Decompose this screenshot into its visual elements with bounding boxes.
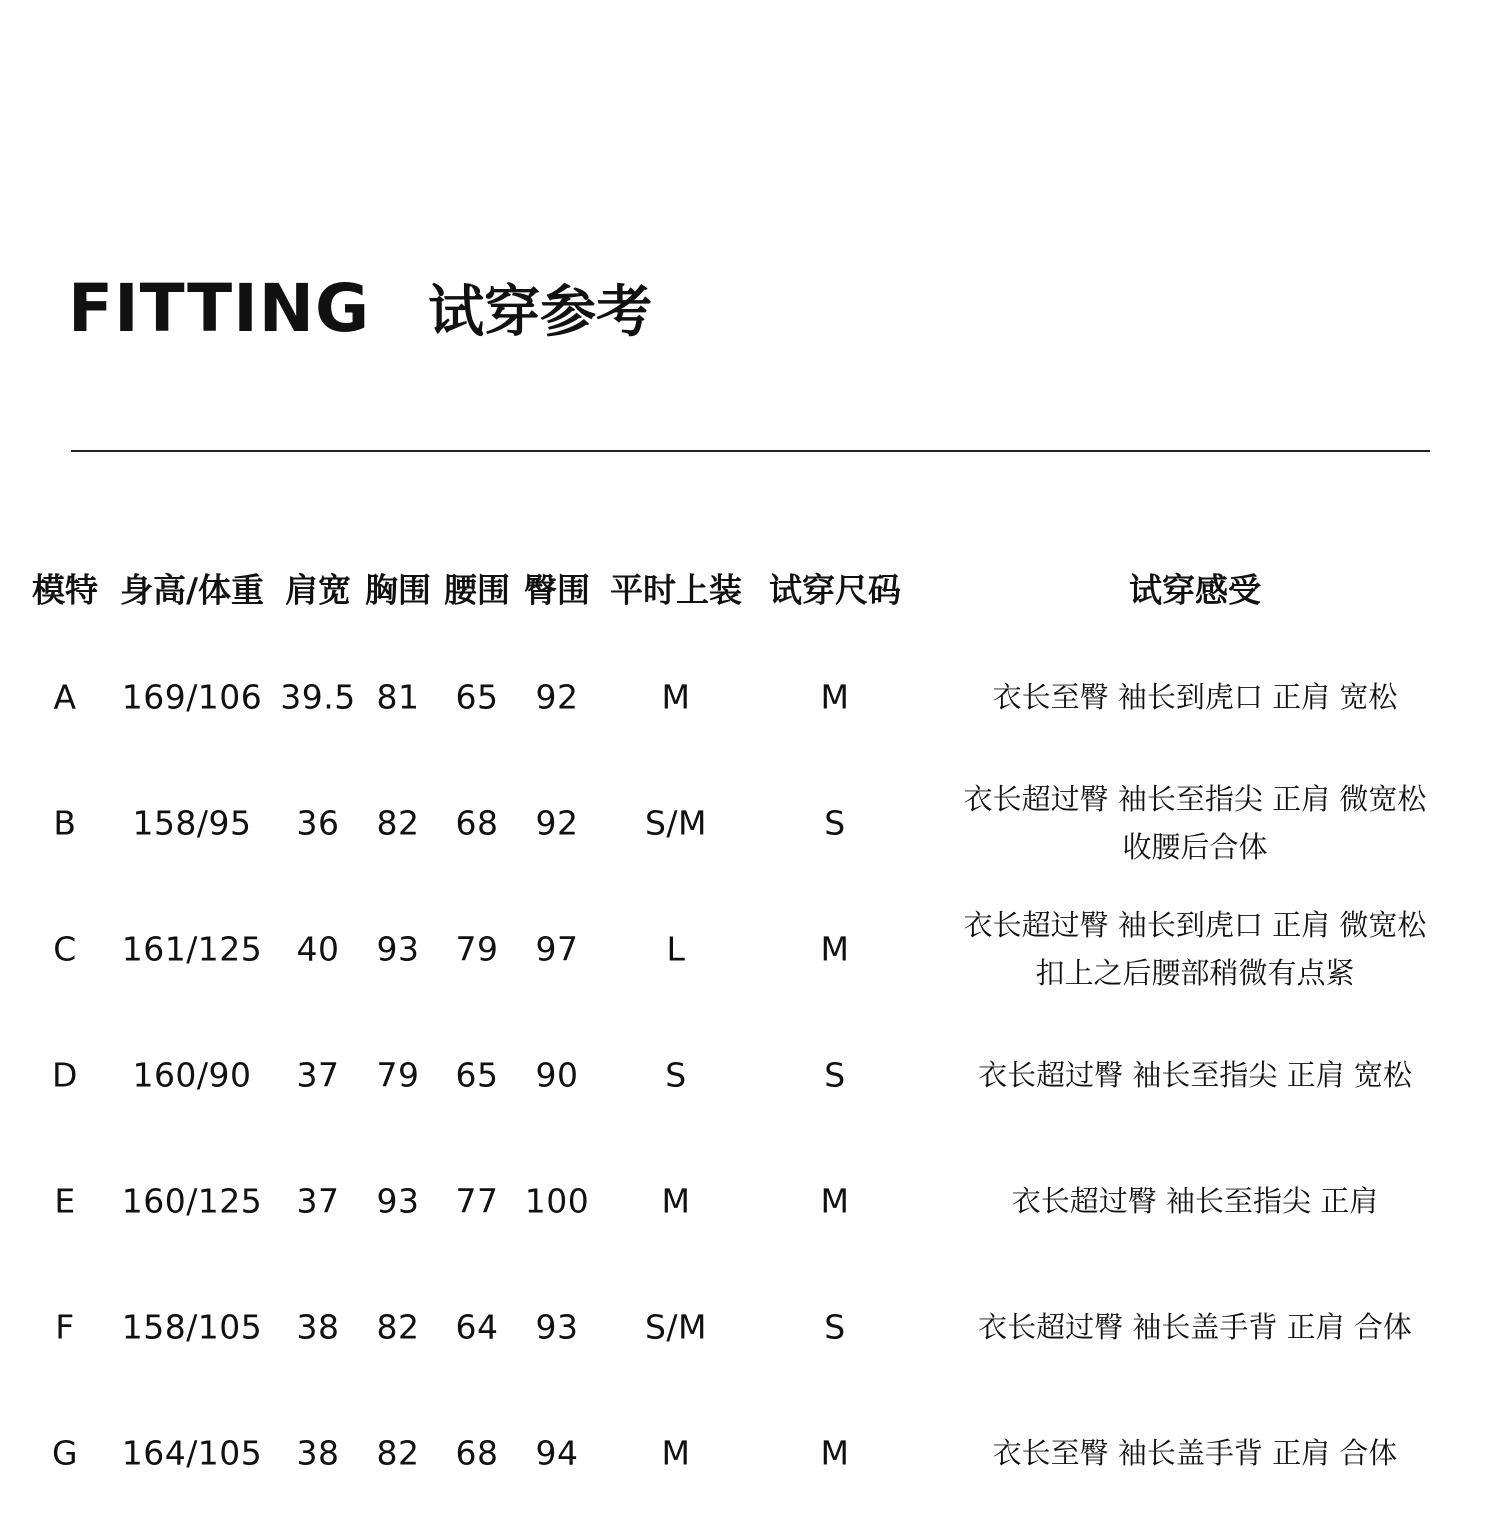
- cell-usual-size: S/M: [644, 803, 708, 843]
- cell-hip: 92: [535, 677, 579, 717]
- feedback-line: 衣长超过臀 袖长到虎口 正肩 微宽松: [963, 908, 1427, 942]
- column-header: 肩宽: [285, 570, 351, 610]
- cell-waist: 68: [455, 1433, 499, 1473]
- cell-usual-size: S/M: [644, 1307, 708, 1347]
- cell-model: G: [51, 1433, 79, 1473]
- cell-tried-size: S: [824, 1307, 846, 1347]
- cell-shoulder: 40: [296, 929, 340, 969]
- cell-hip: 93: [535, 1307, 579, 1347]
- cell-model: B: [53, 803, 77, 843]
- cell-feedback: [978, 1303, 1412, 1351]
- column-header: 试穿感受: [1129, 570, 1261, 610]
- cell-shoulder: 36: [296, 803, 340, 843]
- feedback-line: 衣长超过臀 袖长至指尖 正肩: [1011, 1184, 1379, 1218]
- cell-usual-size: L: [666, 929, 686, 969]
- cell-tried-size: M: [820, 929, 850, 969]
- title-english: FITTING: [68, 269, 371, 347]
- cell-bust: 82: [376, 1307, 420, 1347]
- cell-bust: 79: [376, 1055, 420, 1095]
- cell-feedback: [1012, 1177, 1378, 1225]
- column-header: 胸围: [365, 570, 431, 610]
- cell-feedback: [964, 901, 1427, 997]
- feedback-line: 衣长至臀 袖长到虎口 正肩 宽松: [992, 680, 1398, 714]
- cell-hip: 100: [524, 1181, 590, 1221]
- cell-bust: 82: [376, 1433, 420, 1473]
- cell-model: E: [54, 1181, 76, 1221]
- cell-model: D: [52, 1055, 78, 1095]
- feedback-line: 衣长超过臀 袖长盖手背 正肩 合体: [978, 1310, 1412, 1344]
- cell-bust: 93: [376, 1181, 420, 1221]
- cell-waist: 64: [455, 1307, 499, 1347]
- feedback-line: 收腰后合体: [1122, 830, 1268, 864]
- cell-hip: 90: [535, 1055, 579, 1095]
- cell-hip: 94: [535, 1433, 579, 1473]
- cell-feedback: [978, 1051, 1412, 1099]
- cell-height-weight: 164/105: [121, 1433, 263, 1473]
- cell-waist: 65: [455, 1055, 499, 1095]
- column-header: 模特: [32, 570, 98, 610]
- column-header: 臀围: [524, 570, 590, 610]
- column-header: 腰围: [444, 570, 510, 610]
- cell-bust: 93: [376, 929, 420, 969]
- cell-shoulder: 38: [296, 1307, 340, 1347]
- column-header: 身高/体重: [119, 570, 265, 610]
- cell-shoulder: 39.5: [280, 677, 356, 717]
- cell-feedback: [964, 775, 1427, 871]
- cell-waist: 65: [455, 677, 499, 717]
- cell-usual-size: M: [661, 1433, 691, 1473]
- cell-bust: 82: [376, 803, 420, 843]
- cell-height-weight: 158/105: [121, 1307, 263, 1347]
- cell-waist: 77: [455, 1181, 499, 1221]
- cell-tried-size: M: [820, 677, 850, 717]
- feedback-line: 衣长超过臀 袖长至指尖 正肩 微宽松: [963, 782, 1427, 816]
- cell-model: F: [55, 1307, 75, 1347]
- cell-hip: 92: [535, 803, 579, 843]
- cell-waist: 79: [455, 929, 499, 969]
- cell-shoulder: 38: [296, 1433, 340, 1473]
- cell-height-weight: 160/90: [132, 1055, 252, 1095]
- cell-model: C: [53, 929, 77, 969]
- divider-line: [71, 450, 1430, 452]
- feedback-line: 衣长至臀 袖长盖手背 正肩 合体: [992, 1436, 1398, 1470]
- cell-usual-size: S: [665, 1055, 687, 1095]
- cell-usual-size: M: [661, 677, 691, 717]
- cell-feedback: [993, 673, 1398, 721]
- cell-waist: 68: [455, 803, 499, 843]
- feedback-line: 扣上之后腰部稍微有点紧: [1035, 956, 1355, 990]
- feedback-line: 衣长超过臀 袖长至指尖 正肩 宽松: [978, 1058, 1412, 1092]
- title-chinese: 试穿参考: [428, 280, 653, 345]
- column-header: 试穿尺码: [769, 570, 901, 610]
- cell-height-weight: 169/106: [121, 677, 263, 717]
- cell-height-weight: 161/125: [121, 929, 263, 969]
- cell-bust: 81: [376, 677, 420, 717]
- cell-height-weight: 158/95: [132, 803, 252, 843]
- cell-height-weight: 160/125: [121, 1181, 263, 1221]
- cell-feedback: [993, 1429, 1398, 1477]
- cell-usual-size: M: [661, 1181, 691, 1221]
- cell-hip: 97: [535, 929, 579, 969]
- cell-shoulder: 37: [296, 1055, 340, 1095]
- cell-shoulder: 37: [296, 1181, 340, 1221]
- cell-tried-size: M: [820, 1181, 850, 1221]
- column-header: 平时上装: [610, 570, 742, 610]
- cell-model: A: [53, 677, 77, 717]
- page-title: [68, 268, 652, 348]
- cell-tried-size: M: [820, 1433, 850, 1473]
- cell-tried-size: S: [824, 1055, 846, 1095]
- cell-tried-size: S: [824, 803, 846, 843]
